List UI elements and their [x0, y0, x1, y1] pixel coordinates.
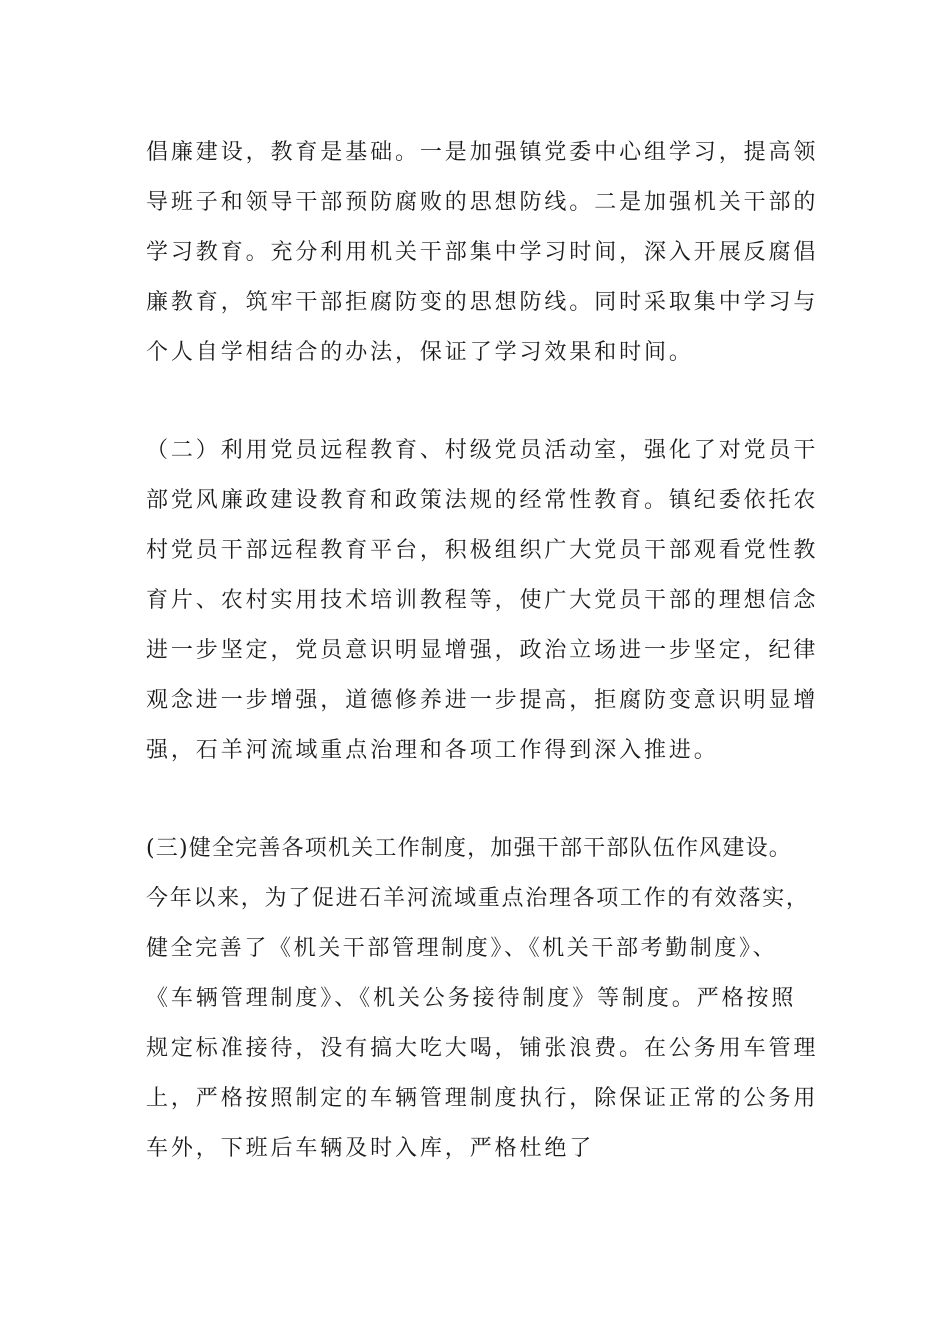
text-line: 《车辆管理制度》、《机关公务接待制度》等制度。严格按照	[146, 986, 797, 1011]
text-line: 个人自学相结合的办法，保证了学习效果和时间。	[146, 340, 694, 365]
text-line: 导班子和领导干部预防腐败的思想防线。二是加强机关干部的	[146, 190, 819, 215]
text-line: 上，严格按照制定的车辆管理制度执行，除保证正常的公务用	[146, 1086, 819, 1111]
text-line: 观念进一步增强，道德修养进一步提高，拒腐防变意识明显增	[146, 688, 819, 713]
text-line: 今年以来，为了促进石羊河流域重点治理各项工作的有效落实，	[146, 886, 810, 911]
text-line: 倡廉建设，教育是基础。一是加强镇党委中心组学习，提高领	[146, 140, 819, 165]
text-line: 强，石羊河流域重点治理和各项工作得到深入推进。	[146, 738, 719, 763]
text-line: 部党风廉政建设教育和政策法规的经常性教育。镇纪委依托农	[146, 488, 819, 513]
text-line: 学习教育。充分利用机关干部集中学习时间，深入开展反腐倡	[146, 240, 819, 265]
text-line: 廉教育，筑牢干部拒腐防变的思想防线。同时采取集中学习与	[146, 290, 819, 315]
text-line: 进一步坚定，党员意识明显增强，政治立场进一步坚定，纪律	[146, 638, 819, 663]
text-line: 健全完善了《机关干部管理制度》、《机关干部考勤制度》、	[146, 936, 778, 961]
text-line: 车外，下班后车辆及时入库，严格杜绝了	[146, 1136, 595, 1161]
text-line: 规定标准接待，没有搞大吃大喝，铺张浪费。在公务用车管理	[146, 1036, 819, 1061]
text-line: (三)健全完善各项机关工作制度，加强干部干部队伍作风建设。	[146, 836, 792, 861]
text-line: 村党员干部远程教育平台，积极组织广大党员干部观看党性教	[146, 538, 819, 563]
text-line: 育片、农村实用技术培训教程等，使广大党员干部的理想信念	[146, 588, 819, 613]
text-line: （二）利用党员远程教育、村级党员活动室，强化了对党员干	[146, 438, 819, 463]
